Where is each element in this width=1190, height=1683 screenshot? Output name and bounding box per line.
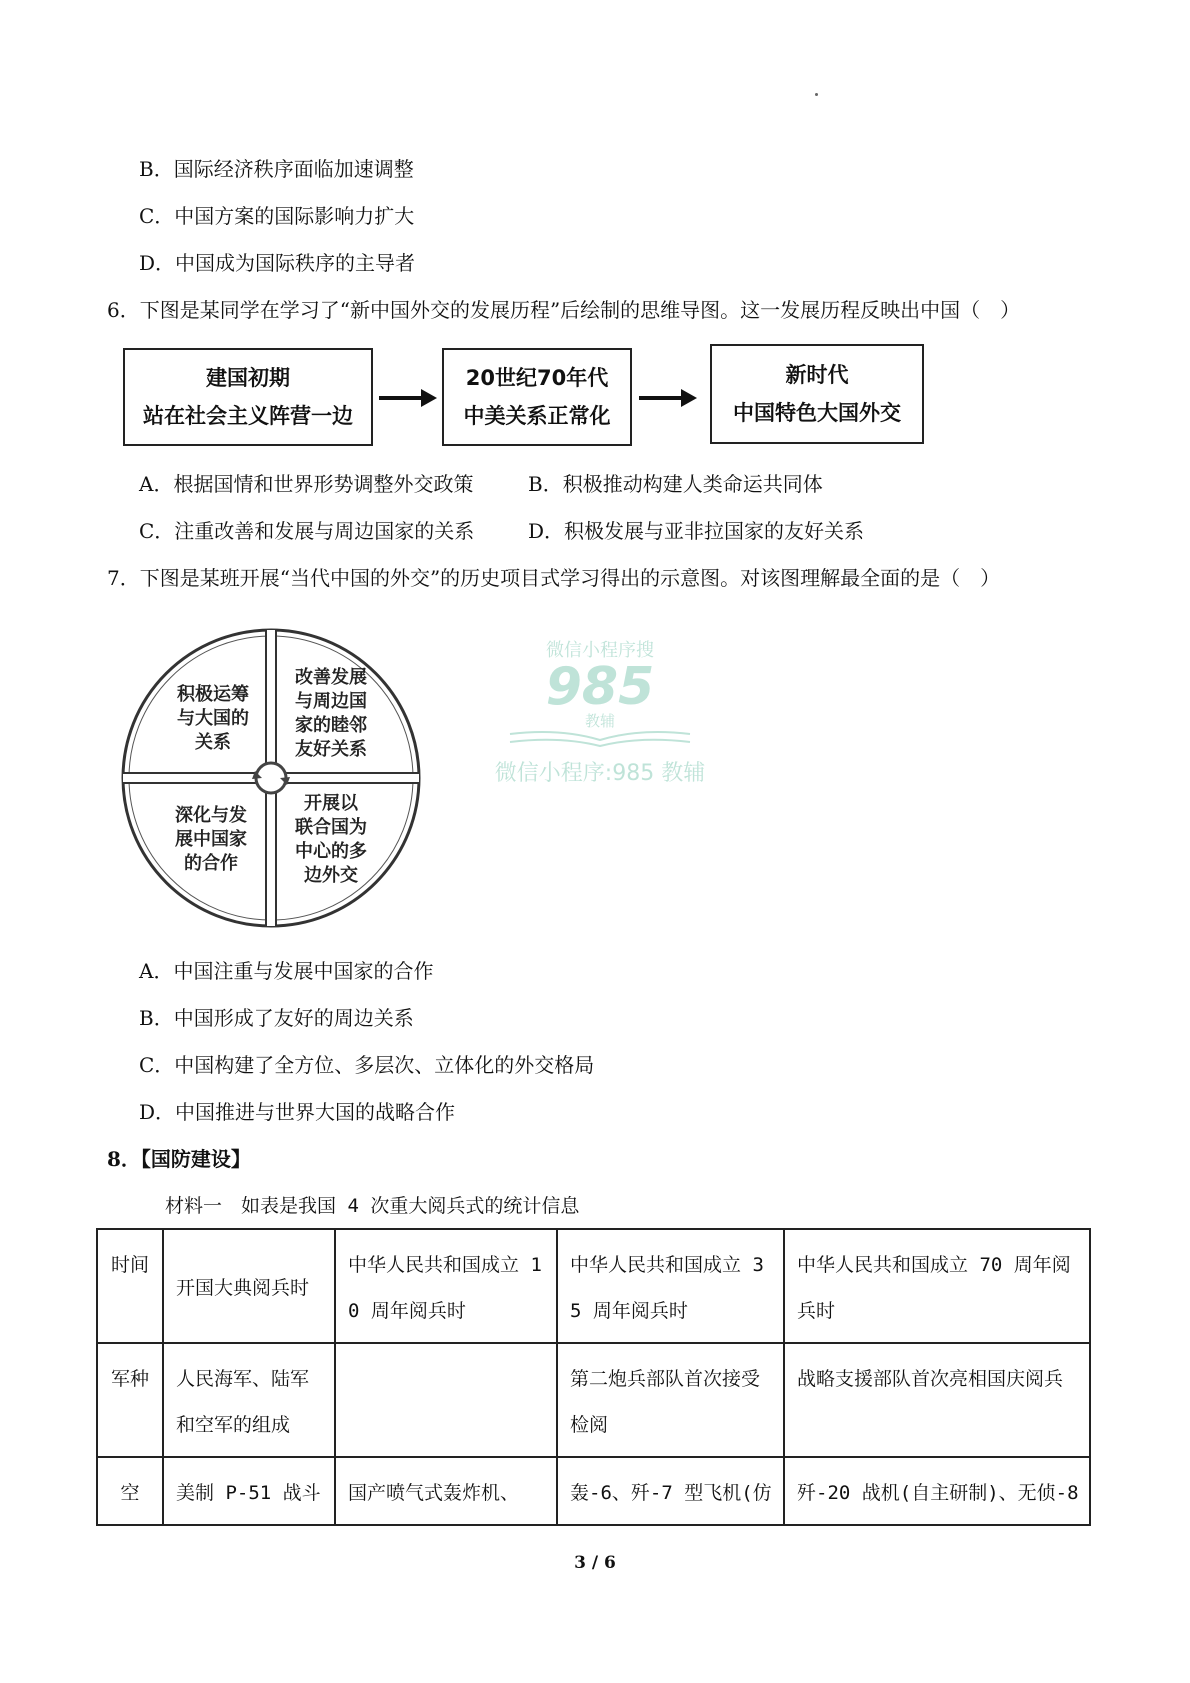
quadrant-bottom-right-line: 边外交: [304, 865, 358, 886]
scan-speck: [815, 93, 818, 96]
q5-option-c: C．中国方案的国际影响力扩大: [139, 204, 415, 228]
parade-statistics-table: [96, 1228, 1091, 1526]
quadrant-top-right-line: 友好关系: [295, 739, 367, 760]
quadrant-top-left-line: 积极运筹: [177, 684, 249, 705]
table-cell: 战略支援部队首次亮相国庆阅兵: [784, 1343, 1090, 1457]
q8-material-intro: 材料一 如表是我国 4 次重大阅兵式的统计信息: [165, 1195, 580, 1217]
watermark-small: 教辅: [584, 712, 615, 730]
q5-option-b: B．国际经济秩序面临加速调整: [139, 157, 414, 181]
mindmap-box-2-line1: 20世纪70年代: [465, 366, 609, 390]
q8-title: 8．【国防建设】: [107, 1147, 251, 1171]
q6-option-b: B．积极推动构建人类命运共同体: [528, 472, 823, 496]
table-cell: 第二炮兵部队首次接受检阅: [557, 1343, 784, 1457]
quadrant-bottom-right: [286, 792, 376, 888]
mindmap-box-3-line2: 中国特色大国外交: [733, 401, 901, 425]
q6-option-a: A．根据国情和世界形势调整外交政策: [139, 472, 474, 496]
mindmap-arrow-1: [377, 386, 439, 410]
q7-option-c: C．中国构建了全方位、多层次、立体化的外交格局: [139, 1053, 595, 1077]
quadrant-bottom-right-line: 中心的多: [295, 841, 367, 862]
quadrant-top-right-line: 与周边国: [295, 691, 367, 712]
quadrant-top-left: [168, 683, 258, 755]
diplomacy-circle-shape: [116, 628, 426, 928]
table-row: [97, 1457, 1090, 1525]
quadrant-bottom-left: [166, 804, 256, 876]
quadrant-bottom-left-line: 的合作: [184, 853, 238, 874]
diplomacy-circle-diagram: [116, 628, 426, 928]
watermark-line2: 微信小程序:985 教辅: [494, 761, 706, 786]
table-cell: 空: [97, 1457, 163, 1525]
watermark-logo: [500, 640, 700, 752]
mindmap-box-2-line2: 中美关系正常化: [463, 404, 611, 428]
table-cell: 歼-20 战机(自主研制)、无侦-8: [784, 1457, 1090, 1525]
quadrant-bottom-right-line: 开展以: [304, 793, 358, 814]
table-cell: 中华人民共和国成立 35 周年阅兵时: [557, 1229, 784, 1343]
table-cell: 国产喷气式轰炸机、: [335, 1457, 557, 1525]
quadrant-top-right-line: 改善发展: [295, 667, 367, 688]
quadrant-bottom-left-line: 展中国家: [175, 829, 247, 850]
table-row: [97, 1229, 1090, 1343]
watermark-book-icon: [500, 730, 700, 748]
table-cell: 军种: [97, 1343, 163, 1457]
table-cell: 中华人民共和国成立 70 周年阅兵时: [784, 1229, 1090, 1343]
q5-option-d: D．中国成为国际秩序的主导者: [139, 251, 416, 275]
mindmap-box-2: [442, 348, 632, 446]
table-cell: 开国大典阅兵时: [163, 1229, 335, 1343]
mindmap-box-1-line1: 建国初期: [206, 366, 290, 390]
page-number: 3 / 6: [574, 1553, 616, 1573]
mindmap-box-1: [123, 348, 373, 446]
mindmap-arrow-2: [637, 386, 699, 410]
mindmap-box-1-line2: 站在社会主义阵营一边: [143, 404, 353, 428]
mindmap-box-3-line1: 新时代: [785, 363, 849, 387]
q6-stem: 6．下图是某同学在学习了“新中国外交的发展历程”后绘制的思维导图。这一发展历程反映出中国（ ）: [107, 298, 1021, 322]
table-cell: 美制 P-51 战斗: [163, 1457, 335, 1525]
quadrant-top-right-line: 家的睦邻: [295, 715, 367, 736]
q6-option-c: C．注重改善和发展与周边国家的关系: [139, 519, 475, 543]
quadrant-bottom-right-line: 联合国为: [295, 817, 367, 838]
quadrant-top-right: [286, 666, 376, 762]
quadrant-top-left-line: 关系: [195, 732, 231, 753]
table-cell: [335, 1343, 557, 1457]
q7-stem: 7．下图是某班开展“当代中国的外交”的历史项目式学习得出的示意图。对该图理解最全面的是（ ）: [107, 566, 1001, 590]
q7-option-b: B．中国形成了友好的周边关系: [139, 1006, 414, 1030]
table-row: [97, 1343, 1090, 1457]
watermark-number: 985: [545, 657, 655, 717]
q7-option-d: D．中国推进与世界大国的战略合作: [139, 1100, 456, 1124]
mindmap-box-3: [710, 344, 924, 444]
quadrant-bottom-left-line: 深化与发: [175, 805, 247, 826]
q7-option-a: A．中国注重与发展中国家的合作: [139, 959, 434, 983]
quadrant-top-left-line: 与大国的: [177, 708, 249, 729]
table-cell: 轰-6、歼-7 型飞机(仿: [557, 1457, 784, 1525]
table-cell: 中华人民共和国成立 10 周年阅兵时: [335, 1229, 557, 1343]
table-cell: 人民海军、陆军和空军的组成: [163, 1343, 335, 1457]
q6-option-d: D．积极发展与亚非拉国家的友好关系: [528, 519, 865, 543]
watermark-line1: 微信小程序搜: [546, 640, 654, 661]
table-cell: 时间: [97, 1229, 163, 1343]
